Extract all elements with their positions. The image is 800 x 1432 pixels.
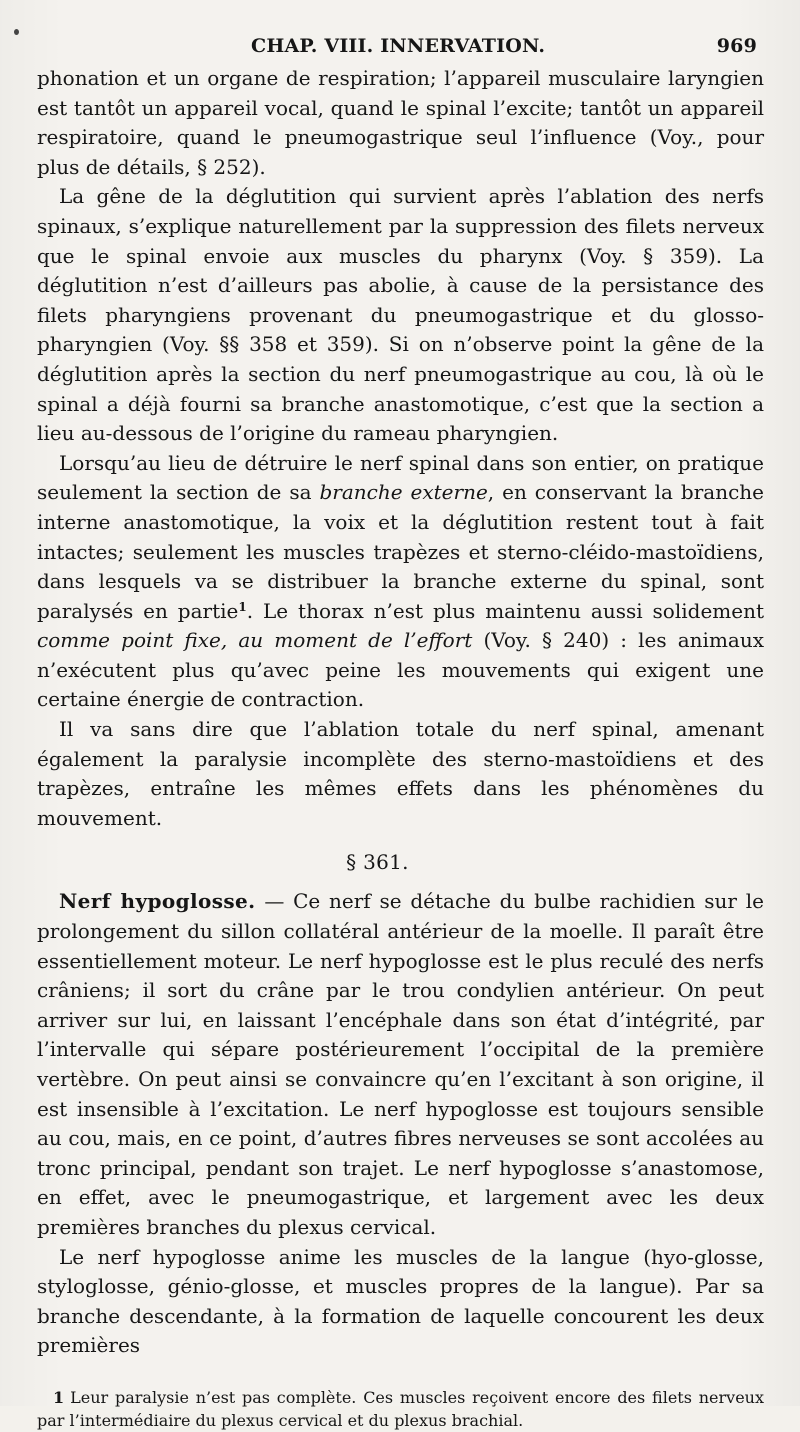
paragraph-5-text: — Ce nerf se détache du bulbe rachidien sur le prolongement du sillon collatéral antérieur de la moelle. Il paraît être essentiellement moteur. Le nerf hypoglosse est le plus reculé des nerfs crâniens; il sort du crâne par le trou condylien antérieur. On peut arriver sur lui, en laissant l’encéphale dans son état d’intégrité, par l’intervalle qui sépare postérieurement l’occipital de la première vertèbre. On peut ainsi se convaincre qu’en l’excitant à son origine, il est insensible à l’excitation. Le nerf hypoglosse est toujours sensible au cou, mais, en ce point, d’autres fibres nerveuses se sont accolées au tronc principal, pendant son trajet. Le nerf hypoglosse s’anastomose, en effet, avec le pneumogastrique, et largement avec les deux premières branches du plexus cervical. [37, 889, 764, 1239]
main-text [37, 64, 764, 1361]
paragraph-3-text-start: Lorsqu’au lieu de détruire le nerf spinal dans son entier, on pratique seulement la section de sa [37, 450, 764, 505]
margin-dot [14, 29, 19, 35]
paragraph-6: Le nerf hypoglosse anime les muscles de la langue (hyo-glosse, styloglosse, génio-glosse, et muscles propres de la langue). Par sa branche descendante, à la formation de laquelle concourent les deux premières [37, 1244, 764, 1358]
italic-term-branche-externe: branche externe [319, 480, 488, 505]
paragraph-3-text-after-reference: . Le thorax n’est plus maintenu aussi solidement [246, 598, 765, 623]
section-number: § 361. [346, 850, 409, 875]
footnote-marker: 1 [53, 1387, 65, 1407]
section-heading [37, 848, 764, 877]
running-header [37, 28, 764, 64]
section-lead-title: Nerf hypoglosse. [59, 889, 256, 914]
footnote-text: Leur paralysie n’est pas complète. Ces muscles reçoivent encore des filets nerveux par l’intermédiaire du plexus cervical et du plexus brachial. [37, 1387, 764, 1430]
paragraph-3-text-middle: , en conservant la branche interne anastomotique, la voix et la déglutition restent tout à fait intactes; seulement les muscles trapèzes et sterno-cléido-mastoïdiens, dans lesquels va se distribuer la branche externe du spinal, sont paralysés en partie [37, 480, 764, 623]
footnote [37, 1386, 764, 1432]
paragraph-4: Il va sans dire que l’ablation totale du nerf spinal, amenant également la paralysie incomplète des sterno-mastoïdiens et des trapèzes, entraîne les mêmes effets dans les phénomènes du mouvement. [37, 717, 764, 830]
paragraph-1: phonation et un organe de respiration; l’appareil musculaire laryngien est tantôt un appareil vocal, quand le spinal l’excite; tantôt un appareil respiratoire, quand le pneumogastrique seul l’influence (Voy., pour plus de détails, § 252). [37, 66, 764, 179]
paragraph-3 [37, 449, 764, 715]
paragraph-3-text-end: (Voy. § 240) : les animaux n’exécutent plus qu’avec peine les mouvements qui exigent une certaine énergie de contraction. [37, 628, 764, 712]
paragraph-5 [37, 887, 764, 1242]
paragraph-2: La gêne de la déglutition qui survient après l’ablation des nerfs spinaux, s’explique naturellement par la suppression des filets nerveux que le spinal envoie aux muscles du pharynx (Voy. § 359). La déglutition n’est d’ailleurs pas abolie, à cause de la persistance des filets pharyngiens provenant du pneumogastrique et du glosso-pharyngien (Voy. §§ 358 et 359). Si on n’observe point la gêne de la déglutition après la section du nerf pneumogastrique au cou, là où le spinal a déjà fourni sa branche anastomotique, c’est que la section a lieu au-dessous de l’origine du rameau pharyngien. [37, 184, 764, 446]
chapter-header: CHAP. VIII. INNERVATION. [251, 35, 546, 57]
footnote-reference: 1 [238, 599, 247, 614]
italic-phrase-point-fixe: comme point fixe, au moment de l’effort [37, 628, 473, 653]
page-number: 969 [716, 35, 757, 57]
